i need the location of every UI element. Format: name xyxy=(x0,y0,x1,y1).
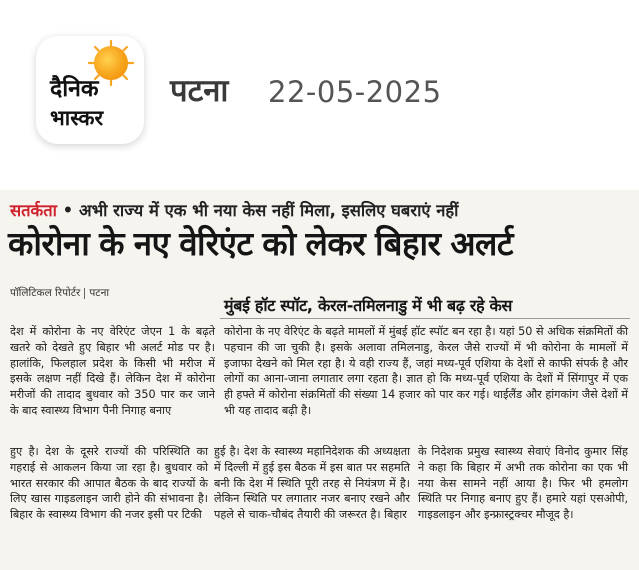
logo-line-2: भास्कर xyxy=(50,106,104,130)
news-clipping xyxy=(0,190,639,570)
article-column-1-bottom: हुए है। देश के दूसरे राज्यों की परिस्थिति का गहराई से आकलन किया जा रहा है। बुधवार को भारत सरकार की आपात बैठक के बाद राज्यों के लिए खास गाइडलाइन जारी होने की संभावना है। बिहार के स्वास्थ्य विभाग की नजर इसी पर टिकी xyxy=(10,445,208,522)
dainik-bhaskar-logo[interactable] xyxy=(36,36,144,144)
byline-place: पटना xyxy=(89,287,110,299)
article-sidebar-text: कोरोना के नए वेरिएंट के बढ़ते मामलों में मुंबई हॉट स्पॉट बन रहा है। यहां 50 से अधिक संक्रमितों की पहचान की जा चुकी है। इसके अलावा तमिलनाडु, केरल जैसे राज्यों में भी कोरोना के मामलों में इजाफा देखने को मिल रहा है। ये वही राज्य हैं, जहां मध्य-पूर्व एशिया के देशों से काफी संपर्क है और लोगों का आना-जाना लगातार लगा रहता है। ज्ञात हो कि मध्य-पूर्व एशिया के देशों में सिंगापुर में एक ही हफ्ते में कोरोना संक्रमितों की संख्या 14 हजार को पार कर गई। थाईलैंड और हांगकांग जैसे देशों में भी यह तादाद बढ़ी है। xyxy=(224,325,628,417)
subhead-rule xyxy=(220,318,630,319)
logo-line-1: दैनिक xyxy=(50,76,99,102)
page-header xyxy=(0,0,639,158)
kicker-text: • अभी राज्य में एक भी नया केस नहीं मिला, इसलिए घबराएं नहीं xyxy=(56,201,459,220)
byline-divider xyxy=(84,288,85,299)
sun-icon xyxy=(94,46,128,80)
kicker-tag: सतर्कता xyxy=(10,201,57,220)
article-headline: कोरोना के नए वेरिएंट को लेकर बिहार अलर्ट xyxy=(8,224,514,263)
edition-date: 22-05-2025 xyxy=(268,75,442,109)
kicker-line xyxy=(10,198,458,221)
byline xyxy=(10,286,109,300)
edition-city: पटना xyxy=(170,73,229,109)
article-subhead: मुंबई हॉट स्पॉट, केरल-तमिलनाडु में भी बढ़ रहे केस xyxy=(224,296,513,315)
byline-reporter: पॉलिटिकल रिपोर्टर xyxy=(10,287,81,299)
article-column-1-top: देश में कोरोना के नए वेरिएंट जेएन 1 के बढ़ते खतरे को देखते हुए बिहार भी अलर्ट मोड पर है। हालांकि, फिलहाल प्रदेश के किसी भी मरीज में इसके लक्षण नहीं दिखे हैं। लेकिन देश में कोरोना मरीजों की तादाद बुधवार को 350 पार कर जाने के बाद स्वास्थ्य विभाग पैनी निगाह बनाए xyxy=(10,325,215,417)
article-column-2-bottom: हुई है। देश के स्वास्थ्य महानिदेशक की अध्यक्षता में दिल्ली में हुई इस बैठक में इस बात पर सहमति बनी कि देश में स्थिति पूरी तरह से नियंत्रण में है। लेकिन स्थिति पर लगातार नजर बनाए रखने और पहले से चाक-चौबंद तैयारी की जरूरत है। बिहार xyxy=(214,445,410,522)
article-column-3-bottom: के निदेशक प्रमुख स्वास्थ्य सेवाएं विनोद कुमार सिंह ने कहा कि बिहार में अभी तक कोरोना का एक भी नया केस सामने नहीं आया है। फिर भी हमलोग स्थिति पर निगाह बनाए हुए हैं। हमारे यहां एसओपी, गाइडलाइन और इन्फ्रास्ट्रक्चर मौजूद है। xyxy=(418,445,628,522)
